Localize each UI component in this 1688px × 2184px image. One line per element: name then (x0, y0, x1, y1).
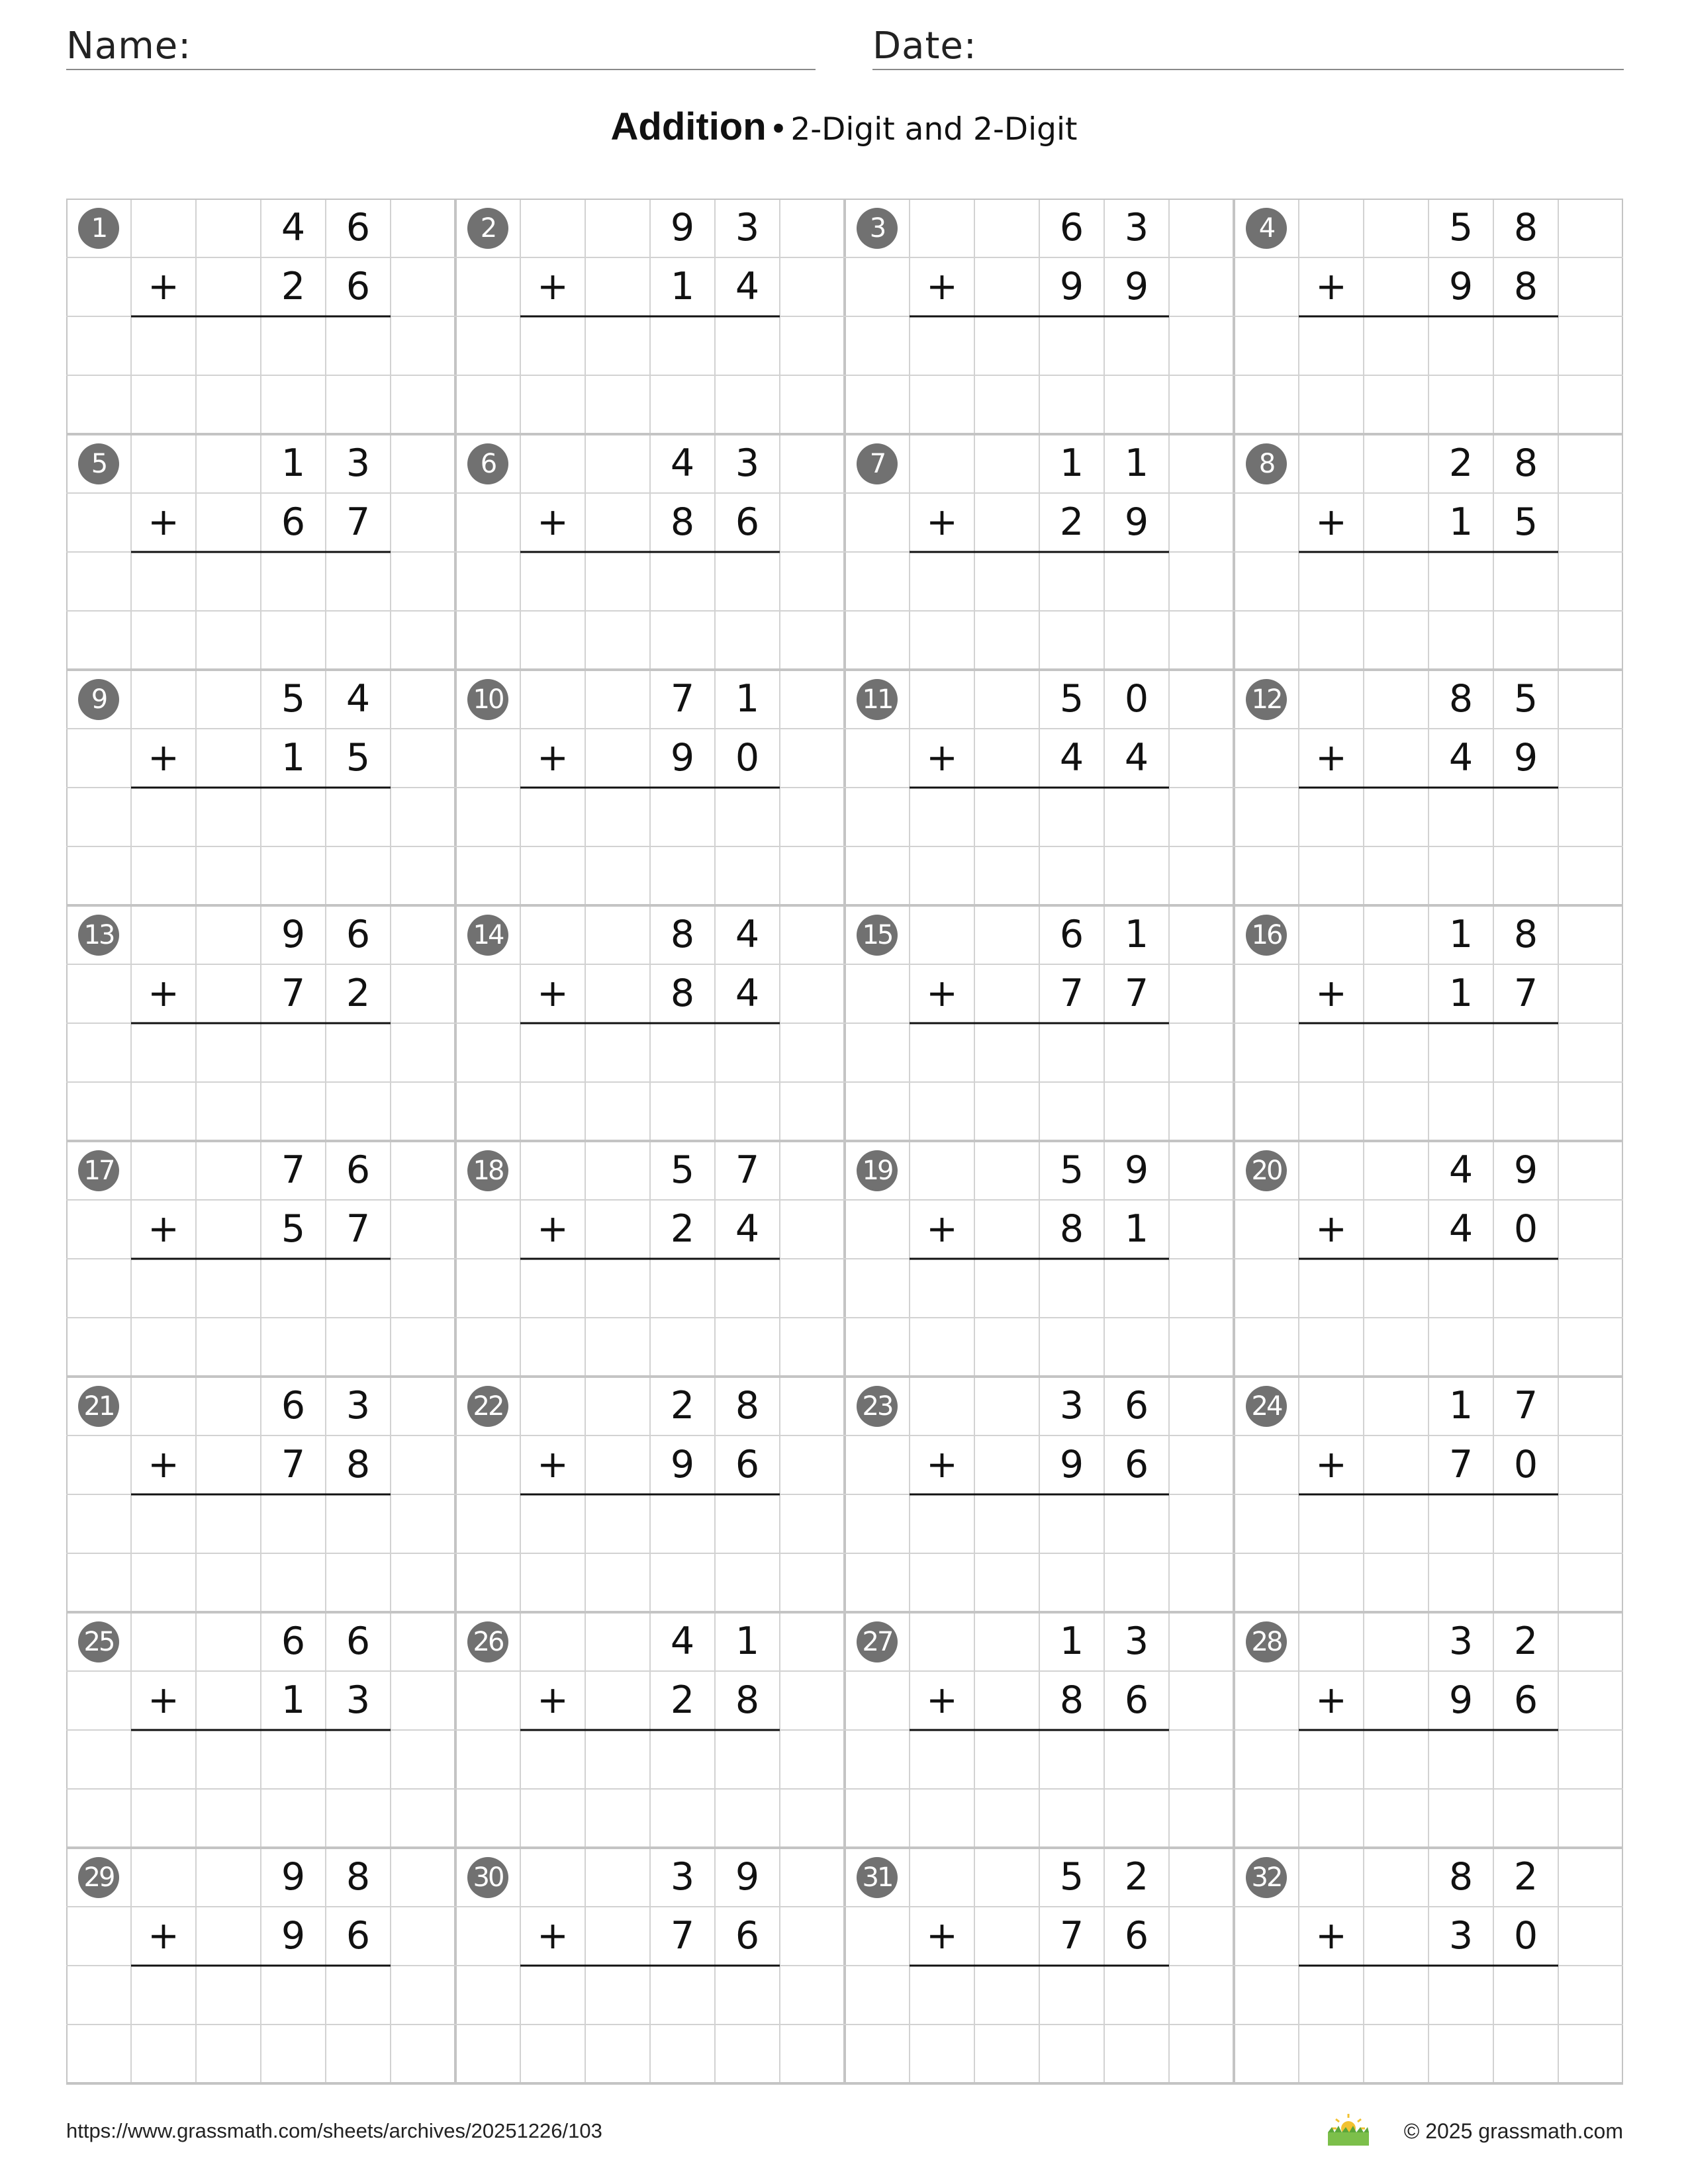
problem-number-badge: 7 (857, 443, 898, 484)
plus-sign: + (537, 265, 569, 308)
plus-sign: + (926, 972, 958, 1015)
problem-number-badge: 11 (857, 679, 898, 720)
grass-sun-logo-icon (1325, 2111, 1372, 2148)
addend-bottom-ones: 7 (1513, 972, 1538, 1015)
plus-sign: + (537, 1678, 569, 1722)
addend-top-ones: 1 (1124, 441, 1149, 485)
addend-bottom-ones: 4 (735, 265, 760, 308)
addend-bottom-ones: 5 (346, 736, 371, 780)
addend-top-tens: 5 (281, 677, 306, 721)
addend-top-tens: 7 (670, 677, 695, 721)
plus-sign: + (148, 972, 179, 1015)
addend-top-ones: 6 (346, 1148, 371, 1192)
problem-grid (66, 199, 1623, 2089)
name-label: Name: (66, 24, 192, 68)
plus-sign: + (1315, 1914, 1347, 1958)
addend-bottom-ones: 6 (1124, 1678, 1149, 1722)
addend-bottom-ones: 8 (1513, 265, 1538, 308)
addend-top-tens: 1 (1059, 441, 1084, 485)
addend-top-ones: 8 (346, 1855, 371, 1899)
problem-number-badge: 14 (467, 915, 508, 956)
addend-bottom-ones: 0 (735, 736, 760, 780)
footer-copyright: © 2025 grassmath.com (1403, 2119, 1623, 2143)
addend-bottom-tens: 7 (1448, 1443, 1474, 1486)
answer-area[interactable] (131, 1023, 391, 1141)
plus-sign: + (148, 1678, 179, 1722)
addend-top-ones: 6 (346, 1619, 371, 1663)
addend-bottom-tens: 9 (1059, 265, 1084, 308)
plus-sign: + (537, 1443, 569, 1486)
addend-bottom-ones: 6 (1124, 1914, 1149, 1958)
addend-bottom-tens: 5 (281, 1207, 306, 1251)
addend-bottom-ones: 2 (346, 972, 371, 1015)
addend-bottom-tens: 9 (281, 1914, 306, 1958)
answer-area[interactable] (131, 1494, 391, 1612)
addend-top-tens: 4 (281, 206, 306, 250)
plus-sign: + (1315, 1207, 1347, 1251)
addend-bottom-tens: 2 (670, 1207, 695, 1251)
problem-number-badge: 1 (78, 208, 119, 249)
problem-number-badge: 32 (1246, 1857, 1287, 1898)
addend-top-ones: 3 (346, 441, 371, 485)
addend-bottom-ones: 6 (735, 500, 760, 544)
addend-top-tens: 5 (1059, 1148, 1084, 1192)
addend-bottom-tens: 1 (1448, 500, 1474, 544)
answer-area[interactable] (520, 788, 780, 905)
addend-top-ones: 8 (735, 1384, 760, 1428)
addend-top-ones: 2 (1513, 1619, 1538, 1663)
problem-number-badge: 6 (467, 443, 508, 484)
plus-sign: + (1315, 1443, 1347, 1486)
addend-bottom-ones: 9 (1124, 500, 1149, 544)
answer-area[interactable] (1299, 1730, 1558, 1848)
addend-top-tens: 8 (1448, 677, 1474, 721)
plus-sign: + (926, 736, 958, 780)
addend-top-tens: 1 (1448, 1384, 1474, 1428)
addend-top-ones: 3 (346, 1384, 371, 1428)
title-sub: 2-Digit and 2-Digit (790, 111, 1078, 148)
date-label: Date: (872, 24, 977, 68)
addend-bottom-ones: 4 (1124, 736, 1149, 780)
problem-number-badge: 16 (1246, 915, 1287, 956)
answer-area[interactable] (910, 788, 1169, 905)
answer-area[interactable] (520, 316, 780, 434)
addend-bottom-tens: 9 (1448, 265, 1474, 308)
plus-sign: + (537, 972, 569, 1015)
addend-bottom-ones: 9 (1513, 736, 1538, 780)
answer-area[interactable] (910, 316, 1169, 434)
addend-top-tens: 6 (281, 1384, 306, 1428)
addend-top-ones: 9 (1124, 1148, 1149, 1192)
addend-top-ones: 0 (1124, 677, 1149, 721)
addend-top-ones: 8 (1513, 913, 1538, 956)
plus-sign: + (537, 500, 569, 544)
addend-top-tens: 3 (1059, 1384, 1084, 1428)
plus-sign: + (1315, 500, 1347, 544)
addend-top-tens: 5 (670, 1148, 695, 1192)
addend-top-ones: 1 (735, 1619, 760, 1663)
addend-top-tens: 1 (281, 441, 306, 485)
problem-number-badge: 5 (78, 443, 119, 484)
addend-top-tens: 4 (670, 1619, 695, 1663)
answer-area[interactable] (910, 1023, 1169, 1141)
addend-bottom-ones: 0 (1513, 1914, 1538, 1958)
addend-top-ones: 5 (1513, 677, 1538, 721)
answer-area[interactable] (131, 552, 391, 670)
addend-bottom-tens: 9 (1059, 1443, 1084, 1486)
addend-top-ones: 8 (1513, 206, 1538, 250)
problem-number-badge: 10 (467, 679, 508, 720)
plus-sign: + (148, 265, 179, 308)
addend-top-ones: 4 (346, 677, 371, 721)
addend-top-tens: 6 (281, 1619, 306, 1663)
addend-bottom-ones: 4 (735, 1207, 760, 1251)
addend-top-ones: 7 (1513, 1384, 1538, 1428)
problem-number-badge: 30 (467, 1857, 508, 1898)
addend-bottom-tens: 8 (1059, 1678, 1084, 1722)
addend-bottom-tens: 7 (281, 972, 306, 1015)
answer-area[interactable] (520, 1259, 780, 1377)
addend-bottom-tens: 2 (670, 1678, 695, 1722)
name-field[interactable] (66, 24, 816, 70)
answer-area[interactable] (520, 1023, 780, 1141)
answer-area[interactable] (520, 1966, 780, 2083)
addend-bottom-ones: 6 (1513, 1678, 1538, 1722)
addend-top-tens: 5 (1059, 1855, 1084, 1899)
addend-bottom-tens: 6 (281, 500, 306, 544)
addend-bottom-tens: 8 (670, 972, 695, 1015)
problem-number-badge: 21 (78, 1386, 119, 1427)
addend-top-ones: 7 (735, 1148, 760, 1192)
addend-top-tens: 7 (281, 1148, 306, 1192)
addend-bottom-ones: 9 (1124, 265, 1149, 308)
addend-bottom-ones: 7 (1124, 972, 1149, 1015)
addend-bottom-tens: 4 (1448, 1207, 1474, 1251)
answer-area[interactable] (910, 1966, 1169, 2083)
plus-sign: + (148, 1443, 179, 1486)
addend-bottom-tens: 9 (670, 1443, 695, 1486)
addend-top-ones: 8 (1513, 441, 1538, 485)
problem-number-badge: 12 (1246, 679, 1287, 720)
addend-top-tens: 6 (1059, 206, 1084, 250)
plus-sign: + (1315, 736, 1347, 780)
addend-bottom-tens: 9 (1448, 1678, 1474, 1722)
problem-number-badge: 24 (1246, 1386, 1287, 1427)
addend-bottom-ones: 6 (346, 1914, 371, 1958)
addend-bottom-ones: 1 (1124, 1207, 1149, 1251)
plus-sign: + (148, 1207, 179, 1251)
answer-area[interactable] (1299, 316, 1558, 434)
problem-number-badge: 19 (857, 1150, 898, 1191)
answer-area[interactable] (131, 788, 391, 905)
addend-top-tens: 1 (1059, 1619, 1084, 1663)
problem-number-badge: 8 (1246, 443, 1287, 484)
addend-bottom-tens: 2 (1059, 500, 1084, 544)
addend-bottom-ones: 6 (735, 1914, 760, 1958)
addend-top-tens: 9 (670, 206, 695, 250)
addend-top-ones: 1 (735, 677, 760, 721)
title-separator: • (769, 111, 788, 148)
problem-number-badge: 4 (1246, 208, 1287, 249)
problem-number-badge: 9 (78, 679, 119, 720)
plus-sign: + (926, 1678, 958, 1722)
plus-sign: + (1315, 972, 1347, 1015)
addend-bottom-ones: 8 (735, 1678, 760, 1722)
addend-bottom-ones: 0 (1513, 1207, 1538, 1251)
footer-url[interactable]: https://www.grassmath.com/sheets/archives/20251226/103 (66, 2119, 602, 2142)
plus-sign: + (148, 736, 179, 780)
addend-top-tens: 4 (1448, 1148, 1474, 1192)
addend-top-tens: 8 (1448, 1855, 1474, 1899)
addend-bottom-tens: 1 (670, 265, 695, 308)
problem-number-badge: 28 (1246, 1621, 1287, 1662)
plus-sign: + (148, 1914, 179, 1958)
addend-top-ones: 9 (735, 1855, 760, 1899)
plus-sign: + (148, 500, 179, 544)
worksheet-title (0, 105, 1688, 149)
addend-bottom-ones: 6 (1124, 1443, 1149, 1486)
addend-top-tens: 4 (670, 441, 695, 485)
addend-top-tens: 9 (281, 913, 306, 956)
addend-top-tens: 6 (1059, 913, 1084, 956)
title-main: Addition (610, 105, 767, 148)
answer-area[interactable] (910, 1259, 1169, 1377)
addend-top-ones: 3 (1124, 1619, 1149, 1663)
plus-sign: + (537, 736, 569, 780)
addend-bottom-tens: 7 (281, 1443, 306, 1486)
addend-bottom-tens: 7 (1059, 1914, 1084, 1958)
problem-number-badge: 2 (467, 208, 508, 249)
addend-bottom-tens: 8 (670, 500, 695, 544)
plus-sign: + (926, 500, 958, 544)
addend-top-ones: 6 (346, 206, 371, 250)
addend-top-ones: 3 (735, 441, 760, 485)
addend-bottom-ones: 8 (346, 1443, 371, 1486)
addend-bottom-ones: 6 (735, 1443, 760, 1486)
problem-number-badge: 23 (857, 1386, 898, 1427)
addend-top-ones: 9 (1513, 1148, 1538, 1192)
plus-sign: + (926, 1443, 958, 1486)
problem-number-badge: 13 (78, 915, 119, 956)
answer-area[interactable] (131, 1259, 391, 1377)
problem-number-badge: 18 (467, 1150, 508, 1191)
answer-area[interactable] (1299, 788, 1558, 905)
addend-bottom-ones: 5 (1513, 500, 1538, 544)
plus-sign: + (537, 1207, 569, 1251)
problem-number-badge: 15 (857, 915, 898, 956)
addend-top-ones: 2 (1513, 1855, 1538, 1899)
problem-number-badge: 25 (78, 1621, 119, 1662)
addend-bottom-ones: 0 (1513, 1443, 1538, 1486)
addend-top-ones: 4 (735, 913, 760, 956)
addend-top-tens: 5 (1059, 677, 1084, 721)
addend-bottom-ones: 3 (346, 1678, 371, 1722)
answer-area[interactable] (910, 1494, 1169, 1612)
plus-sign: + (926, 1207, 958, 1251)
addend-bottom-tens: 7 (1059, 972, 1084, 1015)
problem-number-badge: 27 (857, 1621, 898, 1662)
addend-top-tens: 1 (1448, 913, 1474, 956)
addend-top-tens: 2 (1448, 441, 1474, 485)
addend-bottom-tens: 4 (1059, 736, 1084, 780)
addend-bottom-ones: 4 (735, 972, 760, 1015)
addend-bottom-tens: 9 (670, 736, 695, 780)
addend-top-ones: 3 (735, 206, 760, 250)
answer-area[interactable] (131, 316, 391, 434)
addend-top-tens: 3 (1448, 1619, 1474, 1663)
plus-sign: + (926, 265, 958, 308)
addend-top-tens: 3 (670, 1855, 695, 1899)
plus-sign: + (926, 1914, 958, 1958)
date-field[interactable] (872, 24, 1624, 70)
answer-area[interactable] (910, 1730, 1169, 1848)
problem-number-badge: 22 (467, 1386, 508, 1427)
addend-top-tens: 2 (670, 1384, 695, 1428)
answer-area[interactable] (520, 552, 780, 670)
addend-bottom-tens: 8 (1059, 1207, 1084, 1251)
problem-number-badge: 20 (1246, 1150, 1287, 1191)
answer-area[interactable] (1299, 1023, 1558, 1141)
addend-top-tens: 9 (281, 1855, 306, 1899)
addend-top-ones: 2 (1124, 1855, 1149, 1899)
answer-area[interactable] (1299, 1494, 1558, 1612)
addend-bottom-tens: 1 (1448, 972, 1474, 1015)
addend-top-ones: 1 (1124, 913, 1149, 956)
answer-area[interactable] (910, 552, 1169, 670)
answer-area[interactable] (131, 1730, 391, 1848)
plus-sign: + (537, 1914, 569, 1958)
problem-number-badge: 26 (467, 1621, 508, 1662)
answer-area[interactable] (131, 1966, 391, 2083)
addend-top-tens: 8 (670, 913, 695, 956)
plus-sign: + (1315, 1678, 1347, 1722)
addend-bottom-tens: 1 (281, 1678, 306, 1722)
addend-bottom-tens: 3 (1448, 1914, 1474, 1958)
problem-number-badge: 3 (857, 208, 898, 249)
addend-bottom-tens: 2 (281, 265, 306, 308)
addend-top-ones: 3 (1124, 206, 1149, 250)
answer-area[interactable] (520, 1494, 780, 1612)
addend-bottom-ones: 7 (346, 1207, 371, 1251)
problem-number-badge: 17 (78, 1150, 119, 1191)
problem-number-badge: 29 (78, 1857, 119, 1898)
addend-bottom-tens: 4 (1448, 736, 1474, 780)
answer-area[interactable] (1299, 1966, 1558, 2083)
answer-area[interactable] (520, 1730, 780, 1848)
problem-number-badge: 31 (857, 1857, 898, 1898)
addend-top-tens: 5 (1448, 206, 1474, 250)
addend-bottom-tens: 1 (281, 736, 306, 780)
answer-area[interactable] (1299, 552, 1558, 670)
plus-sign: + (1315, 265, 1347, 308)
addend-bottom-ones: 6 (346, 265, 371, 308)
addend-top-ones: 6 (1124, 1384, 1149, 1428)
addend-bottom-tens: 7 (670, 1914, 695, 1958)
addend-top-ones: 6 (346, 913, 371, 956)
answer-area[interactable] (1299, 1259, 1558, 1377)
addend-bottom-ones: 7 (346, 500, 371, 544)
